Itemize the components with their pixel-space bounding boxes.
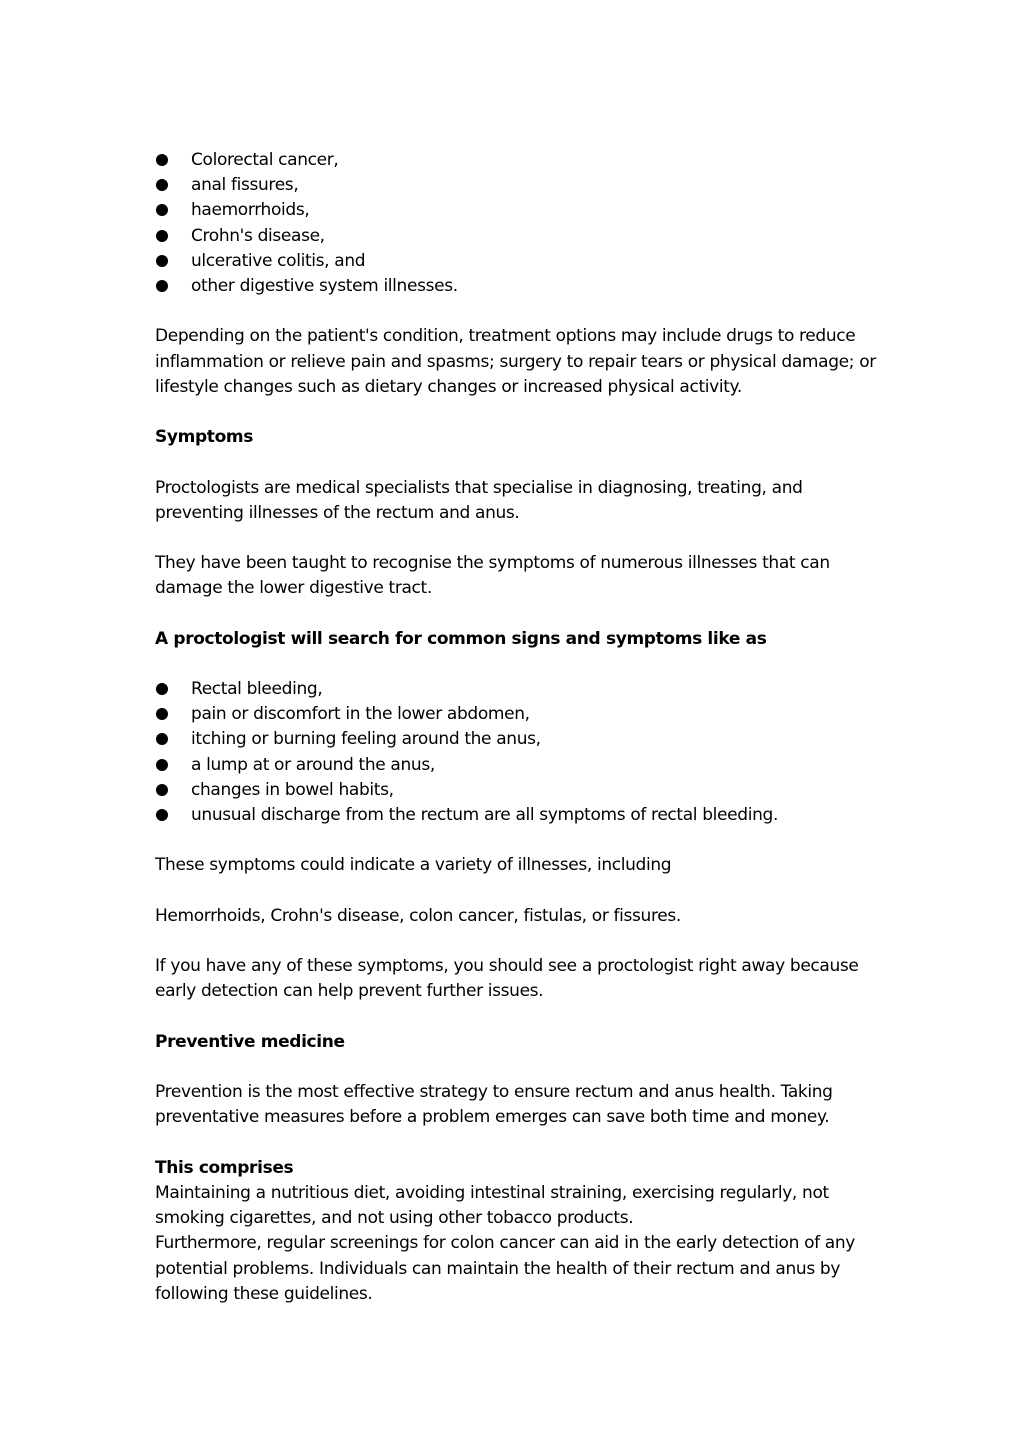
prevention-paragraph: Prevention is the most effective strategy to ensure rectum and anus health. Taking preventative measures before a problem emerges can save both time and money. xyxy=(155,1082,833,1128)
bullet-icon xyxy=(156,683,168,695)
indicate-paragraph: These symptoms could indicate a variety of illnesses, including xyxy=(155,855,672,876)
illnesses-paragraph: Hemorrhoids, Crohn's disease, colon cancer, fistulas, or fissures. xyxy=(155,905,681,926)
comprises-heading: This comprises xyxy=(155,1157,294,1178)
bullet-icon xyxy=(156,154,168,166)
bullet-icon xyxy=(156,733,168,745)
list-item: Colorectal cancer, xyxy=(155,148,885,173)
symptoms-heading: Symptoms xyxy=(155,427,254,448)
signs-heading: A proctologist will search for common signs and symptoms like as xyxy=(155,628,767,649)
conditions-list xyxy=(155,148,885,299)
screenings-paragraph: Furthermore, regular screenings for colon cancer can aid in the early detection of any potential problems. Individuals can maintain the health of their rectum and anus by following these guidelines. xyxy=(155,1233,856,1304)
list-item: Rectal bleeding, xyxy=(155,677,885,702)
list-item: haemorrhoids, xyxy=(155,198,885,223)
list-item: itching or burning feeling around the anus, xyxy=(155,727,885,752)
bullet-icon xyxy=(156,784,168,796)
list-item: ulcerative colitis, and xyxy=(155,249,885,274)
see-proctologist-paragraph: If you have any of these symptoms, you should see a proctologist right away because early detection can help prevent further issues. xyxy=(155,956,859,1002)
bullet-icon xyxy=(156,255,168,267)
treatment-paragraph: Depending on the patient's condition, treatment options may include drugs to reduce inflammation or relieve pain and spasms; surgery to repair tears or physical damage; or lifestyle changes such as dietary changes or increased physical activity. xyxy=(155,326,876,397)
diet-paragraph: Maintaining a nutritious diet, avoiding intestinal straining, exercising regularly, not smoking cigarettes, and not using other tobacco products. xyxy=(155,1182,829,1229)
list-item: other digestive system illnesses. xyxy=(155,274,885,299)
bullet-icon xyxy=(156,708,168,720)
bullet-icon xyxy=(156,759,168,771)
bullet-icon xyxy=(156,280,168,292)
bullet-icon xyxy=(156,179,168,191)
list-item: a lump at or around the anus, xyxy=(155,753,885,778)
proctologists-paragraph: Proctologists are medical specialists that specialise in diagnosing, treating, and preventing illnesses of the rectum and anus. xyxy=(155,477,803,523)
bullet-icon xyxy=(156,809,168,821)
list-item: pain or discomfort in the lower abdomen, xyxy=(155,702,885,727)
symptoms-list xyxy=(155,677,885,828)
bullet-icon xyxy=(156,230,168,242)
document-page xyxy=(155,148,885,1307)
preventive-heading: Preventive medicine xyxy=(155,1031,345,1052)
list-item: Crohn's disease, xyxy=(155,224,885,249)
list-item: anal fissures, xyxy=(155,173,885,198)
list-item: unusual discharge from the rectum are all symptoms of rectal bleeding. xyxy=(155,803,885,828)
taught-paragraph: They have been taught to recognise the symptoms of numerous illnesses that can damage the lower digestive tract. xyxy=(155,553,830,599)
list-item: changes in bowel habits, xyxy=(155,778,885,803)
bullet-icon xyxy=(156,204,168,216)
